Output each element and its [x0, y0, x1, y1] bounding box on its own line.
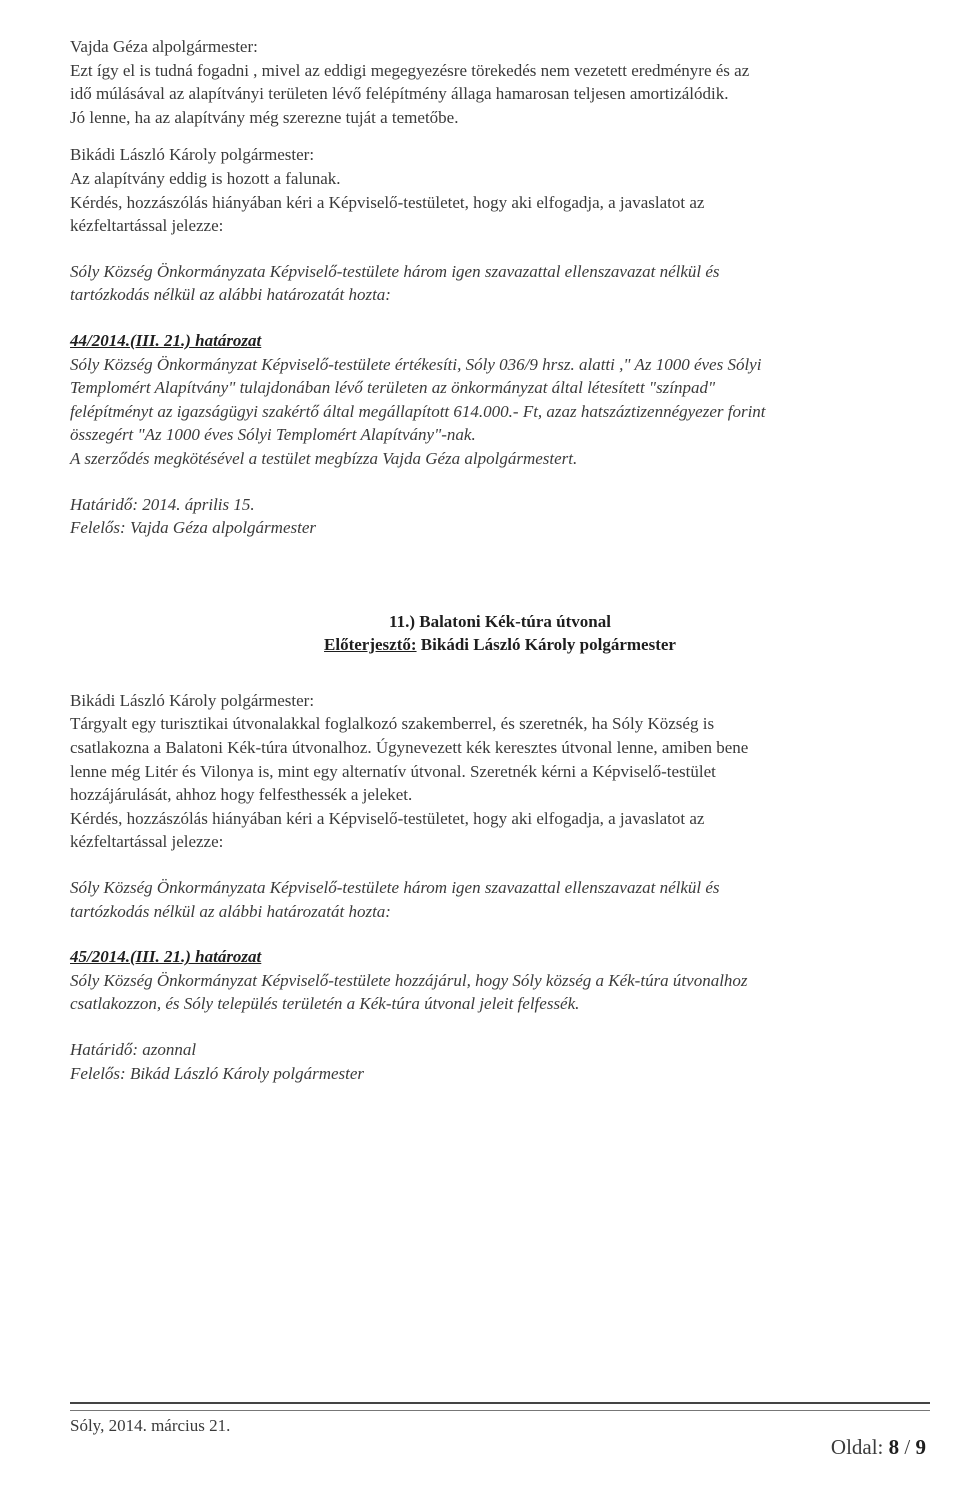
question-line: Kérdés, hozzászólás hiányában kéri a Képviselő-testületet, hogy aki elfogadja, a javaslatot az — [70, 808, 705, 828]
resolution-line: Sóly Község Önkormányzat Képviselő-testülete értékesíti, Sóly 036/9 hrsz. alatti ," Az 1000 éves Sólyi — [70, 354, 762, 374]
speaker-vajda: Vajda Géza alpolgármester: — [70, 37, 258, 56]
responsible: Felelős: Vajda Géza alpolgármester — [70, 518, 316, 538]
text-line: idő múlásával az alapítványi területen lévő felépítmény állaga hamarosan teljesen amortizálódik. — [70, 84, 729, 104]
presenter-line — [70, 633, 930, 657]
agenda-heading: 11.) Balatoni Kék-túra útvonal — [389, 611, 611, 631]
speaker-bikadi: Bikádi László Károly polgármester: — [70, 145, 315, 165]
vote-line: tartózkodás nélkül az alábbi határozatát hozta: — [70, 901, 391, 921]
text-line: csatlakozna a Balatoni Kék-túra útvonalhoz. Úgynevezett kék keresztes útvonal lenne, amiben bene — [70, 738, 749, 758]
deadline: Határidő: azonnal — [70, 1040, 197, 1059]
vote-line: Sóly Község Önkormányzata Képviselő-testülete három igen szavazattal ellenszavazat nélkül és — [70, 261, 720, 281]
resolution-line: csatlakozzon, és Sóly település területén a Kék-túra útvonal jeleit felfessék. — [70, 994, 580, 1014]
page-label: Oldal: — [830, 1435, 889, 1459]
resolution-line: A szerződés megkötésével a testület megbízza Vajda Géza alpolgármestert. — [70, 448, 578, 468]
resolution-title: 45/2014.(III. 21.) határozat — [70, 947, 262, 967]
footer-divider — [70, 1402, 930, 1411]
resolution-line: összegért "Az 1000 éves Sólyi Templomért Alapítvány"-nak. — [70, 425, 476, 445]
resolution-title: 44/2014.(III. 21.) határozat — [70, 330, 262, 350]
presenter-label: Előterjesztő: — [324, 635, 417, 655]
resolution-line: Sóly Község Önkormányzat Képviselő-testülete hozzájárul, hogy Sóly község a Kék-túra útvonalhoz — [70, 970, 748, 990]
deadline: Határidő: 2014. április 15. — [70, 494, 255, 514]
page-current: 8 — [888, 1435, 900, 1459]
question-line: Kérdés, hozzászólás hiányában kéri a Képviselő-testületet, hogy aki elfogadja, a javaslatot az — [70, 192, 705, 212]
question-line: kézfeltartással jelezze: — [70, 832, 224, 852]
vote-line: Sóly Község Önkormányzata Képviselő-testülete három igen szavazattal ellenszavazat nélkül és — [70, 878, 720, 898]
text-line: lenne még Litér és Vilonya is, mint egy alternatív útvonal. Szeretnék kérni a Képviselő-testület — [70, 761, 716, 781]
speaker-bikadi: Bikádi László Károly polgármester: — [70, 690, 315, 710]
vote-line: tartózkodás nélkül az alábbi határozatát hozta: — [70, 285, 391, 305]
text-line: Az alapítvány eddig is hozott a falunak. — [70, 168, 341, 188]
footer-place-date: Sóly, 2014. március 21. — [70, 1416, 231, 1435]
page-separator: / — [899, 1435, 916, 1459]
responsible: Felelős: Bikád László Károly polgármester — [70, 1063, 365, 1083]
document-page — [70, 35, 930, 1085]
text-line: Jó lenne, ha az alapítvány még szerezne tuját a temetőbe. — [70, 107, 459, 127]
presenter-name: Bikádi László Károly polgármester — [416, 635, 676, 655]
text-line: Ezt így el is tudná fogadni , mivel az eddigi megegyezésre törekedés nem vezetett eredményre és az — [70, 60, 750, 80]
page-total: 9 — [915, 1435, 926, 1459]
text-line: Tárgyalt egy turisztikai útvonalakkal foglalkozó szakemberrel, és szeretnék, ha Sóly Község is — [70, 714, 715, 734]
resolution-line: Templomért Alapítvány" tulajdonában lévő területen az önkormányzat által létesített "színpad" — [70, 378, 716, 398]
question-line: kézfeltartással jelezze: — [70, 216, 224, 236]
text-line: hozzájárulását, ahhoz hogy felfesthessék a jeleket. — [70, 785, 413, 805]
resolution-line: felépítményt az igazságügyi szakértő által megállapított 614.000.- Ft, azaz hatszáztizennégyezer forint — [70, 401, 766, 421]
page-number — [831, 1436, 926, 1460]
